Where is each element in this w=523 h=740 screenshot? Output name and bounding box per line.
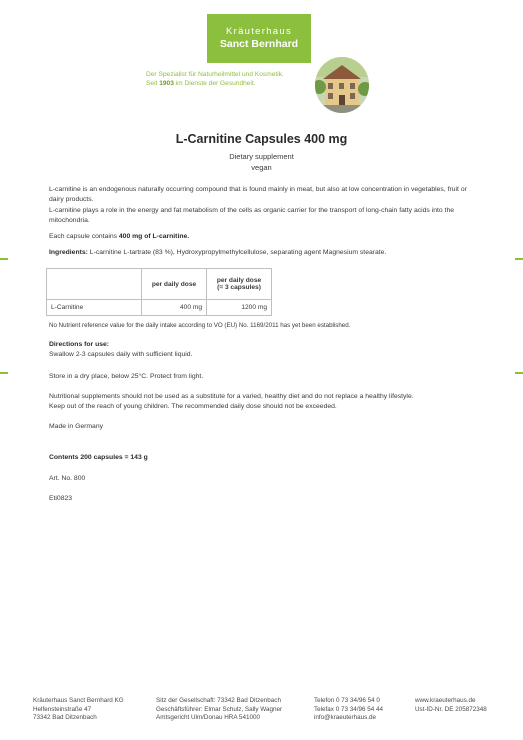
article-number: Art. No. 800 <box>49 475 86 482</box>
logo-line-2: Sanct Bernhard <box>219 38 299 50</box>
directions-label-text: Directions for use: <box>49 341 110 348</box>
tagline-line-1: Der Spezialist für Naturheilmittel und Kosmetik. <box>146 71 284 78</box>
footer-contact <box>314 697 383 723</box>
footer-email[interactable]: info@kraeuterhaus.de <box>314 714 377 721</box>
footer-management: Geschäftsführer: Elmar Schulz, Sally Wagner <box>156 705 283 713</box>
tagline-pre: Seit <box>146 80 160 87</box>
ingredients-text: L-carnitine L-tartrate (83 %), Hydroxypropylmethylcellulose, separating agent Magnesium stearate. <box>87 249 387 256</box>
directions-label <box>49 340 479 350</box>
table-header-col2 <box>207 269 272 300</box>
brand-logo <box>207 14 311 63</box>
capsule-content <box>49 232 479 242</box>
capsule-content-pre: Each capsule contains <box>49 233 119 240</box>
footer-website[interactable]: www.kraeuterhaus.de <box>415 697 476 704</box>
fold-mark-right <box>515 258 523 260</box>
contents-bold: Contents 200 capsules = 143 g <box>49 454 148 461</box>
ingredients-label: Ingredients: <box>49 249 88 256</box>
fold-mark-left <box>0 258 8 260</box>
footer-city: 73342 Bad Ditzenbach <box>33 714 97 721</box>
tagline-post: im Dienste der Gesundheit. <box>173 80 256 87</box>
tagline-year: 1903 <box>159 80 174 87</box>
footer-phone: Telefon 0 73 34/96 54 0 <box>314 697 380 704</box>
building-image <box>315 57 369 113</box>
footer-vat: Ust-ID-Nr. DE 205872348 <box>415 705 487 713</box>
footer-address <box>33 697 124 723</box>
description-para-2: L-carnitine plays a role in the energy and fat metabolism of the cells as organic carrier for the transport of long-chain fatty acids into the mitochondria. <box>49 207 455 224</box>
table-header-col1: per daily dose <box>142 269 207 300</box>
capsule-content-bold: 400 mg of L-carnitine. <box>118 233 190 240</box>
tagline <box>146 70 284 88</box>
product-title: L-Carnitine Capsules 400 mg <box>175 132 348 146</box>
ingredients <box>49 248 479 258</box>
table-note: No Nutrient reference value for the daily intake according to VO (EU) No. 1169/2011 has yet been established. <box>49 322 351 329</box>
table-header-empty <box>47 269 142 300</box>
table-row-label: L-Carnitine <box>47 300 142 316</box>
directions-text: Swallow 2-3 capsules daily with sufficient liquid. <box>49 351 193 358</box>
table-header-row <box>47 269 272 300</box>
fold-mark-right-2 <box>515 372 523 374</box>
footer-fax: Telefax 0 73 34/96 54 44 <box>314 705 383 713</box>
table-row-val2: 1200 mg <box>207 300 272 316</box>
footer-street: Helfensteinstraße 47 <box>33 705 92 713</box>
nutrition-table <box>46 268 272 316</box>
fold-mark-left-2 <box>0 372 8 374</box>
footer-company: Kräuterhaus Sanct Bernhard KG <box>33 697 124 704</box>
warning-text-2: Keep out of the reach of young children. The recommended daily dose should not be exceeded. <box>49 403 337 410</box>
origin-text: Made in Germany <box>49 423 104 430</box>
footer-web <box>415 697 487 714</box>
table-header-col2-line1: per daily dose <box>216 277 262 284</box>
description-para-1: L-carnitine is an endogenous naturally occurring compound that is found mainly in meat, but also at low concentration in vegetables, fruit or dairy products. <box>49 186 467 203</box>
footer-seat: Sitz der Gesellschaft: 73342 Bad Ditzenbach <box>156 697 281 704</box>
product-subtitle-1: Dietary supplement <box>229 152 294 161</box>
warning-text-1: Nutritional supplements should not be used as a substitute for a varied, healthy diet and do not replace a healthy lifestyle. <box>49 393 414 400</box>
eti-code: Eti0823 <box>49 495 73 502</box>
storage-text: Store in a dry place, below 25°C. Protect from light. <box>49 373 204 380</box>
footer-court: Amtsgericht Ulm/Donau HRA 541000 <box>156 714 260 721</box>
table-header-col2-line2: (= 3 capsules) <box>217 284 261 291</box>
tagline-line-2 <box>146 79 284 88</box>
contents-text <box>49 453 479 463</box>
logo-line-1: Kräuterhaus <box>225 26 293 37</box>
building-photo <box>315 57 369 113</box>
product-subtitle-2: vegan <box>251 163 272 172</box>
table-row-val1: 400 mg <box>142 300 207 316</box>
table-row <box>47 300 272 316</box>
footer-legal <box>156 697 282 723</box>
